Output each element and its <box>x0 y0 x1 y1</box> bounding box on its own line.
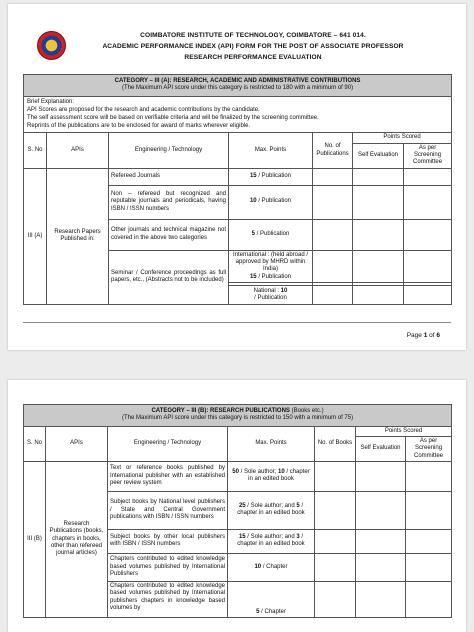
category-subtitle: (The Maximum API score under this category is restricted to 150 with a minimum of 75) <box>121 415 354 422</box>
self-evaluation-cell[interactable] <box>353 185 404 219</box>
document-page-2 <box>8 380 466 632</box>
self-evaluation-cell[interactable] <box>356 461 406 491</box>
books-cell[interactable] <box>315 581 356 617</box>
table-row <box>24 168 452 185</box>
col-engineering: Engineering / Technology <box>108 426 228 461</box>
publications-cell[interactable] <box>313 219 353 250</box>
brief-line: The self assessment score will be based on verifiable criteria and will be finalized by the screening committee. <box>27 114 319 121</box>
books-cell[interactable] <box>315 491 356 529</box>
row-engineering: Chapters contributed to edited knowledge based volumes published by International publishers chapters in knowledge based volumes by <box>108 581 228 617</box>
committee-cell[interactable] <box>404 185 452 219</box>
books-cell[interactable] <box>315 529 356 553</box>
col-max-points: Max. Points <box>228 426 315 461</box>
category-3a-table <box>23 74 452 305</box>
row-max-points: 10 / Chapter <box>228 553 315 581</box>
col-self-evaluation: Self Evaluation <box>356 436 406 461</box>
col-screening-committee: As per Screening Committee <box>406 436 452 461</box>
institution-name: COIMBATORE INSTITUTE OF TECHNOLOGY, COIMBATORE – 641 014. <box>140 32 366 39</box>
row-max-points: 15 / Sole author; and 3 / chapter in an edited book <box>228 529 315 553</box>
self-evaluation-cell[interactable] <box>353 250 404 282</box>
brief-line: Reprints of the publications are to be enclosed for award of marks wherever eligible. <box>27 122 251 129</box>
self-evaluation-cell[interactable] <box>356 491 406 529</box>
col-sno: S. No <box>24 133 47 168</box>
brief-explanation-row <box>24 96 452 133</box>
form-subtitle: RESEARCH PERFORMANCE EVALUATION <box>184 54 322 61</box>
self-evaluation-cell[interactable] <box>353 168 404 185</box>
row-engineering: Non – refereed but recognized and reputable journals and periodicals, having ISBN / ISSN numbers <box>109 185 229 219</box>
row-api: Research Papers Published in: <box>47 168 109 304</box>
row-max-points: 15 / Publication <box>229 168 313 185</box>
row-engineering: Subject books by other local publishers with ISBN / ISSN numbers <box>108 529 228 553</box>
publications-cell[interactable] <box>313 168 353 185</box>
row-max-points: 25 / Sole author; and 5 / chapter in an edited book <box>228 491 315 529</box>
col-self-evaluation: Self Evaluation <box>353 143 404 168</box>
brief-line: API Scores are proposed for the research and academic contributions by the candidate. <box>27 106 260 113</box>
row-max-points-national: National : 10 / Publication <box>229 285 313 304</box>
col-no-books: No. of Books <box>315 426 356 461</box>
publications-cell[interactable] <box>313 250 353 282</box>
document-page-1 <box>8 4 466 350</box>
row-max-points: 5 / Publication <box>229 219 313 250</box>
brief-title: Brief Explanation: <box>27 99 75 106</box>
committee-cell[interactable] <box>404 219 452 250</box>
row-sno: III (A) <box>24 168 47 304</box>
category-title: CATEGORY – III (A): RESEARCH, ACADEMIC AND ADMINISTRATIVE CONTRIBUTIONS <box>114 78 361 84</box>
col-no-publications: No. of Publications <box>313 133 353 168</box>
col-points-scored: Points Scored <box>353 133 452 143</box>
row-max-points: 50 / Sole author; 10 / chapter in an edited book <box>228 461 315 491</box>
column-header-row <box>24 426 452 436</box>
col-max-points: Max. Points <box>229 133 313 168</box>
form-title: ACADEMIC PERFORMANCE INDEX (API) FORM FOR THE POST OF ASSOCIATE PROFESSOR <box>102 43 404 50</box>
table-row <box>24 461 452 491</box>
footer-rule <box>23 322 451 323</box>
committee-cell[interactable] <box>404 250 452 282</box>
self-evaluation-cell[interactable] <box>356 553 406 581</box>
category-subtitle: (The Maximum API score under this category is restricted to 180 with a minimum of 90) <box>122 85 354 92</box>
column-header-row <box>24 133 452 143</box>
row-engineering: Refereed Journals <box>109 168 229 185</box>
col-points-scored: Points Scored <box>356 426 452 436</box>
publications-cell[interactable] <box>313 285 353 304</box>
col-apis: APIs <box>46 426 108 461</box>
committee-cell[interactable] <box>406 491 452 529</box>
row-engineering: Other journals and technical magazine not covered in the above two categories <box>109 219 229 250</box>
row-engineering: Seminar / Conference proceedings as full papers, etc., (Abstracts not to be included) <box>109 250 229 304</box>
self-evaluation-cell[interactable] <box>356 529 406 553</box>
category-3b-table <box>23 404 452 618</box>
row-engineering: Subject books by National level publishers / State and Central Government publications with ISBN / ISSN numbers <box>108 491 228 529</box>
row-max-points-international: International : (held abroad / approved by MHRD within India) 15 / Publication <box>229 250 313 282</box>
col-apis: APIs <box>47 133 109 168</box>
committee-cell[interactable] <box>406 553 452 581</box>
row-max-points: 10 / Publication <box>229 185 313 219</box>
category-header-row <box>24 405 452 427</box>
committee-cell[interactable] <box>404 168 452 185</box>
books-cell[interactable] <box>315 553 356 581</box>
row-max-points: 5 / Chapter <box>228 581 315 617</box>
institution-header <box>8 4 466 66</box>
self-evaluation-cell[interactable] <box>356 581 406 617</box>
category-title: CATEGORY – III (B): RESEARCH PUBLICATIONS (Books etc.) <box>151 408 324 414</box>
page-number: Page 1 of 6 <box>406 332 440 339</box>
committee-cell[interactable] <box>406 461 452 491</box>
row-api: Research Publications (books, chapters in books, other than refereed journal articles) <box>46 461 108 617</box>
col-engineering: Engineering / Technology <box>109 133 229 168</box>
committee-cell[interactable] <box>406 529 452 553</box>
publications-cell[interactable] <box>313 185 353 219</box>
self-evaluation-cell[interactable] <box>353 285 404 304</box>
row-engineering: Chapters contributed to edited knowledge based volumes published by International Publishers <box>108 553 228 581</box>
books-cell[interactable] <box>315 461 356 491</box>
committee-cell[interactable] <box>404 285 452 304</box>
self-evaluation-cell[interactable] <box>353 219 404 250</box>
row-engineering: Text or reference books published by International publisher with an established peer review system <box>108 461 228 491</box>
committee-cell[interactable] <box>406 581 452 617</box>
row-sno: III (B) <box>24 461 46 617</box>
category-header-row <box>24 75 452 97</box>
col-sno: S. No <box>24 426 46 461</box>
col-screening-committee: As per Screening Committee <box>404 143 452 168</box>
